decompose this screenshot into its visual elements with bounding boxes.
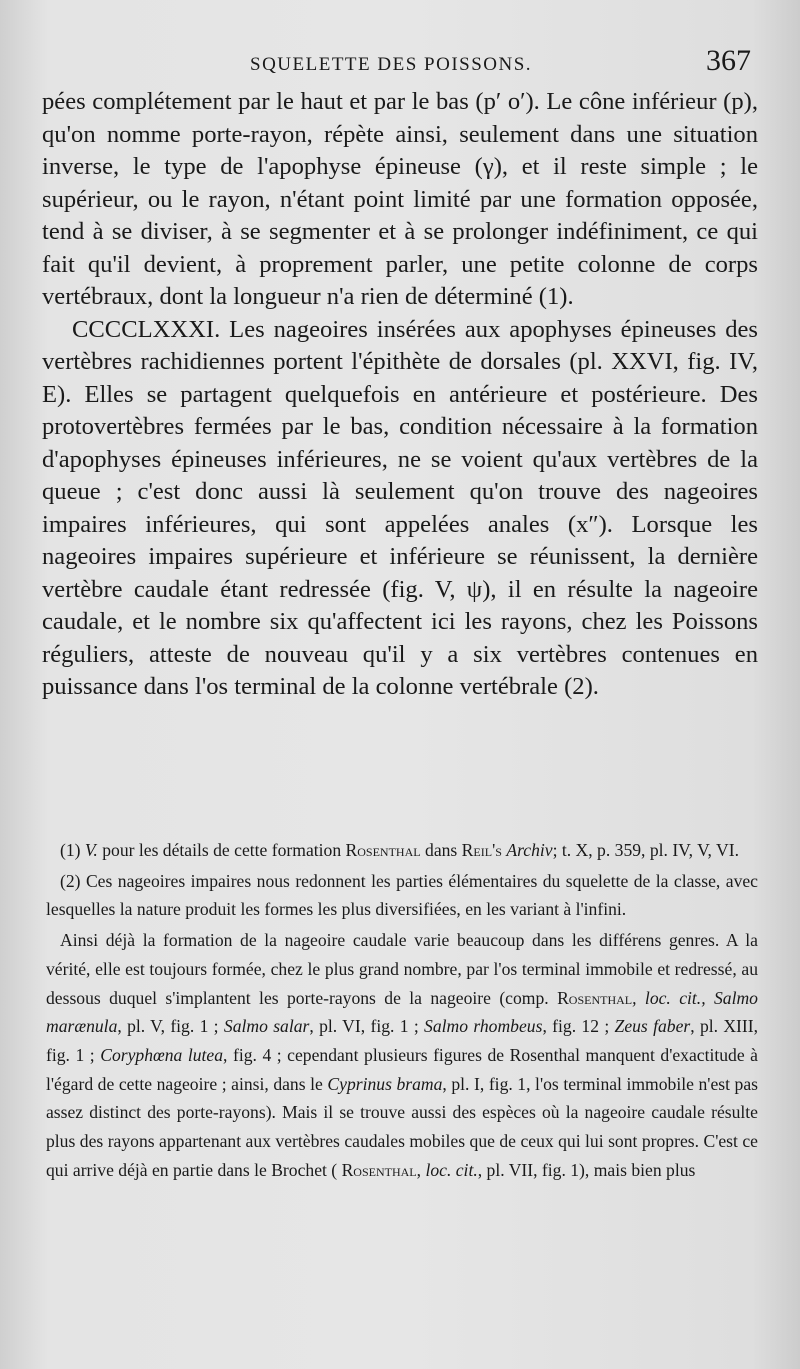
footnote-1-text-a: pour les détails de cette formation	[102, 840, 342, 860]
footnote-2-text-7: , pl. I, fig. 1, l'os terminal immobile n'est pas assez distinct des porte-rayons). Mais il se trouve aussi des espèces où la nageoire caudale résulte plus des rayons appartenant aux vertèbres caudales mobiles que de ceux qui lui sont propres. C'est ce qui arrive déjà en partie dans le Brochet (	[46, 1073, 758, 1180]
species-salmo-maraenula: Salmo marænula	[46, 987, 758, 1037]
footnote-2-text-1: Ainsi déjà la formation de la nageoire caudale varie beaucoup dans les différens genres. A la vérité, elle est toujours formée, chez le plus grand nombre, par l'os terminal immobile et redressé, au dessous duquel s'implantent les porte-rayons de la nageoire (comp.	[46, 930, 758, 1008]
species-salmo-rhombeus: Salmo rhombeus	[424, 1016, 543, 1037]
footnote-2-text-4: , fig. 12 ;	[542, 1016, 610, 1037]
footnote-1-author: Rosenthal	[345, 840, 421, 860]
footnote-2-loc-cit-2: loc. cit.	[425, 1159, 478, 1180]
footnote-2-text-9: , pl. VII, fig. 1), mais bien plus	[477, 1159, 696, 1180]
footnote-2-text-6: , fig. 4 ; cependant plusieurs figures de Rosenthal manquent d'exactitude à l'égard de cette nageoire ; ainsi, dans le	[46, 1044, 758, 1094]
page-number: 367	[706, 44, 751, 77]
footnote-1-text-c: ; t. X, p. 359, pl. IV, V, VI.	[552, 840, 739, 860]
paragraph-cccclxxxi: CCCCLXXXI. Les nageoires insérées aux apophyses épineuses des vertèbres rachidiennes portent l'épithète de dorsales (pl. XXVI, fig. IV, E). Elles se partagent quelquefois en antérieure et postérieure. Des protovertèbres fermées par le bas, condition nécessaire à la formation d'apophyses épineuses inférieures, ne se voient qu'aux vertèbres de la queue ; c'est donc aussi là seulement qu'on trouve des nageoires impaires inférieures, qui sont appelées anales (x″). Lorsque les nageoires impaires supérieure et inférieure se réunissent, la dernière vertèbre caudale étant redressée (fig. V, ψ), il en résulte la nageoire caudale, et le nombre six qu'affectent ici les rayons, chez les Poissons réguliers, atteste de nouveau qu'il y a six vertèbres contenues en puissance dans l'os terminal de la colonne vertébrale (2).	[42, 315, 758, 700]
footnote-1-v: V.	[84, 840, 98, 860]
footnote-2-part-1: (2) Ces nageoires impaires nous redonnent les parties élémentaires du squelette de la classe, avec lesquelles la nature produit les formes les plus diversifiées, en les variant à l'infini.	[46, 870, 758, 920]
species-salmo-salar: Salmo salar	[223, 1016, 310, 1037]
species-coryphaena-lutea: Coryphœna lutea	[100, 1044, 224, 1065]
footnotes	[46, 836, 758, 1186]
footnote-2-rosenthal-2: Rosenthal	[341, 1159, 417, 1180]
footnote-1	[46, 836, 758, 865]
running-title: SQUELETTE DES POISSONS.	[250, 54, 533, 75]
species-cyprinus-brama: Cyprinus brama	[327, 1073, 443, 1094]
footnote-2-text-5: , pl. XIII, fig. 1 ;	[46, 1016, 759, 1065]
footnote-2-text-8: ,	[416, 1159, 422, 1180]
footnote-2-part-2	[46, 926, 758, 1184]
paragraph-continued: pées complétement par le haut et par le bas (p′ o′). Le cône inférieur (p), qu'on nomme porte-rayon, répète ainsi, seulement dans une situation inverse, le type de l'apophyse épineuse (γ), et il reste simple ; le supérieur, ou le rayon, n'étant point limité par une formation opposée, tend à se diviser, à se segmenter et à se prolonger indéfiniment, ce qui fait qu'il devient, à proprement parler, une petite colonne de corps vertébraux, dont la longueur n'a rien de déterminé (1).	[42, 88, 758, 310]
species-zeus-faber: Zeus faber	[614, 1016, 691, 1037]
footnote-2-text-2: , pl. V, fig. 1 ;	[117, 1016, 219, 1037]
footnote-1-text-b: dans	[425, 840, 458, 860]
page-header	[0, 44, 800, 84]
footnote-2-text-3: , pl. VI, fig. 1 ;	[309, 1016, 419, 1037]
footnote-2-rosenthal-1: Rosenthal	[557, 987, 633, 1008]
footnote-1-reil: Reil's	[461, 840, 502, 860]
footnote-1-archiv: Archiv	[506, 840, 553, 860]
footnote-1-mark: (1)	[60, 840, 81, 860]
main-text	[42, 86, 758, 704]
footnote-2-loc-cit-1: , loc. cit.,	[632, 987, 706, 1008]
